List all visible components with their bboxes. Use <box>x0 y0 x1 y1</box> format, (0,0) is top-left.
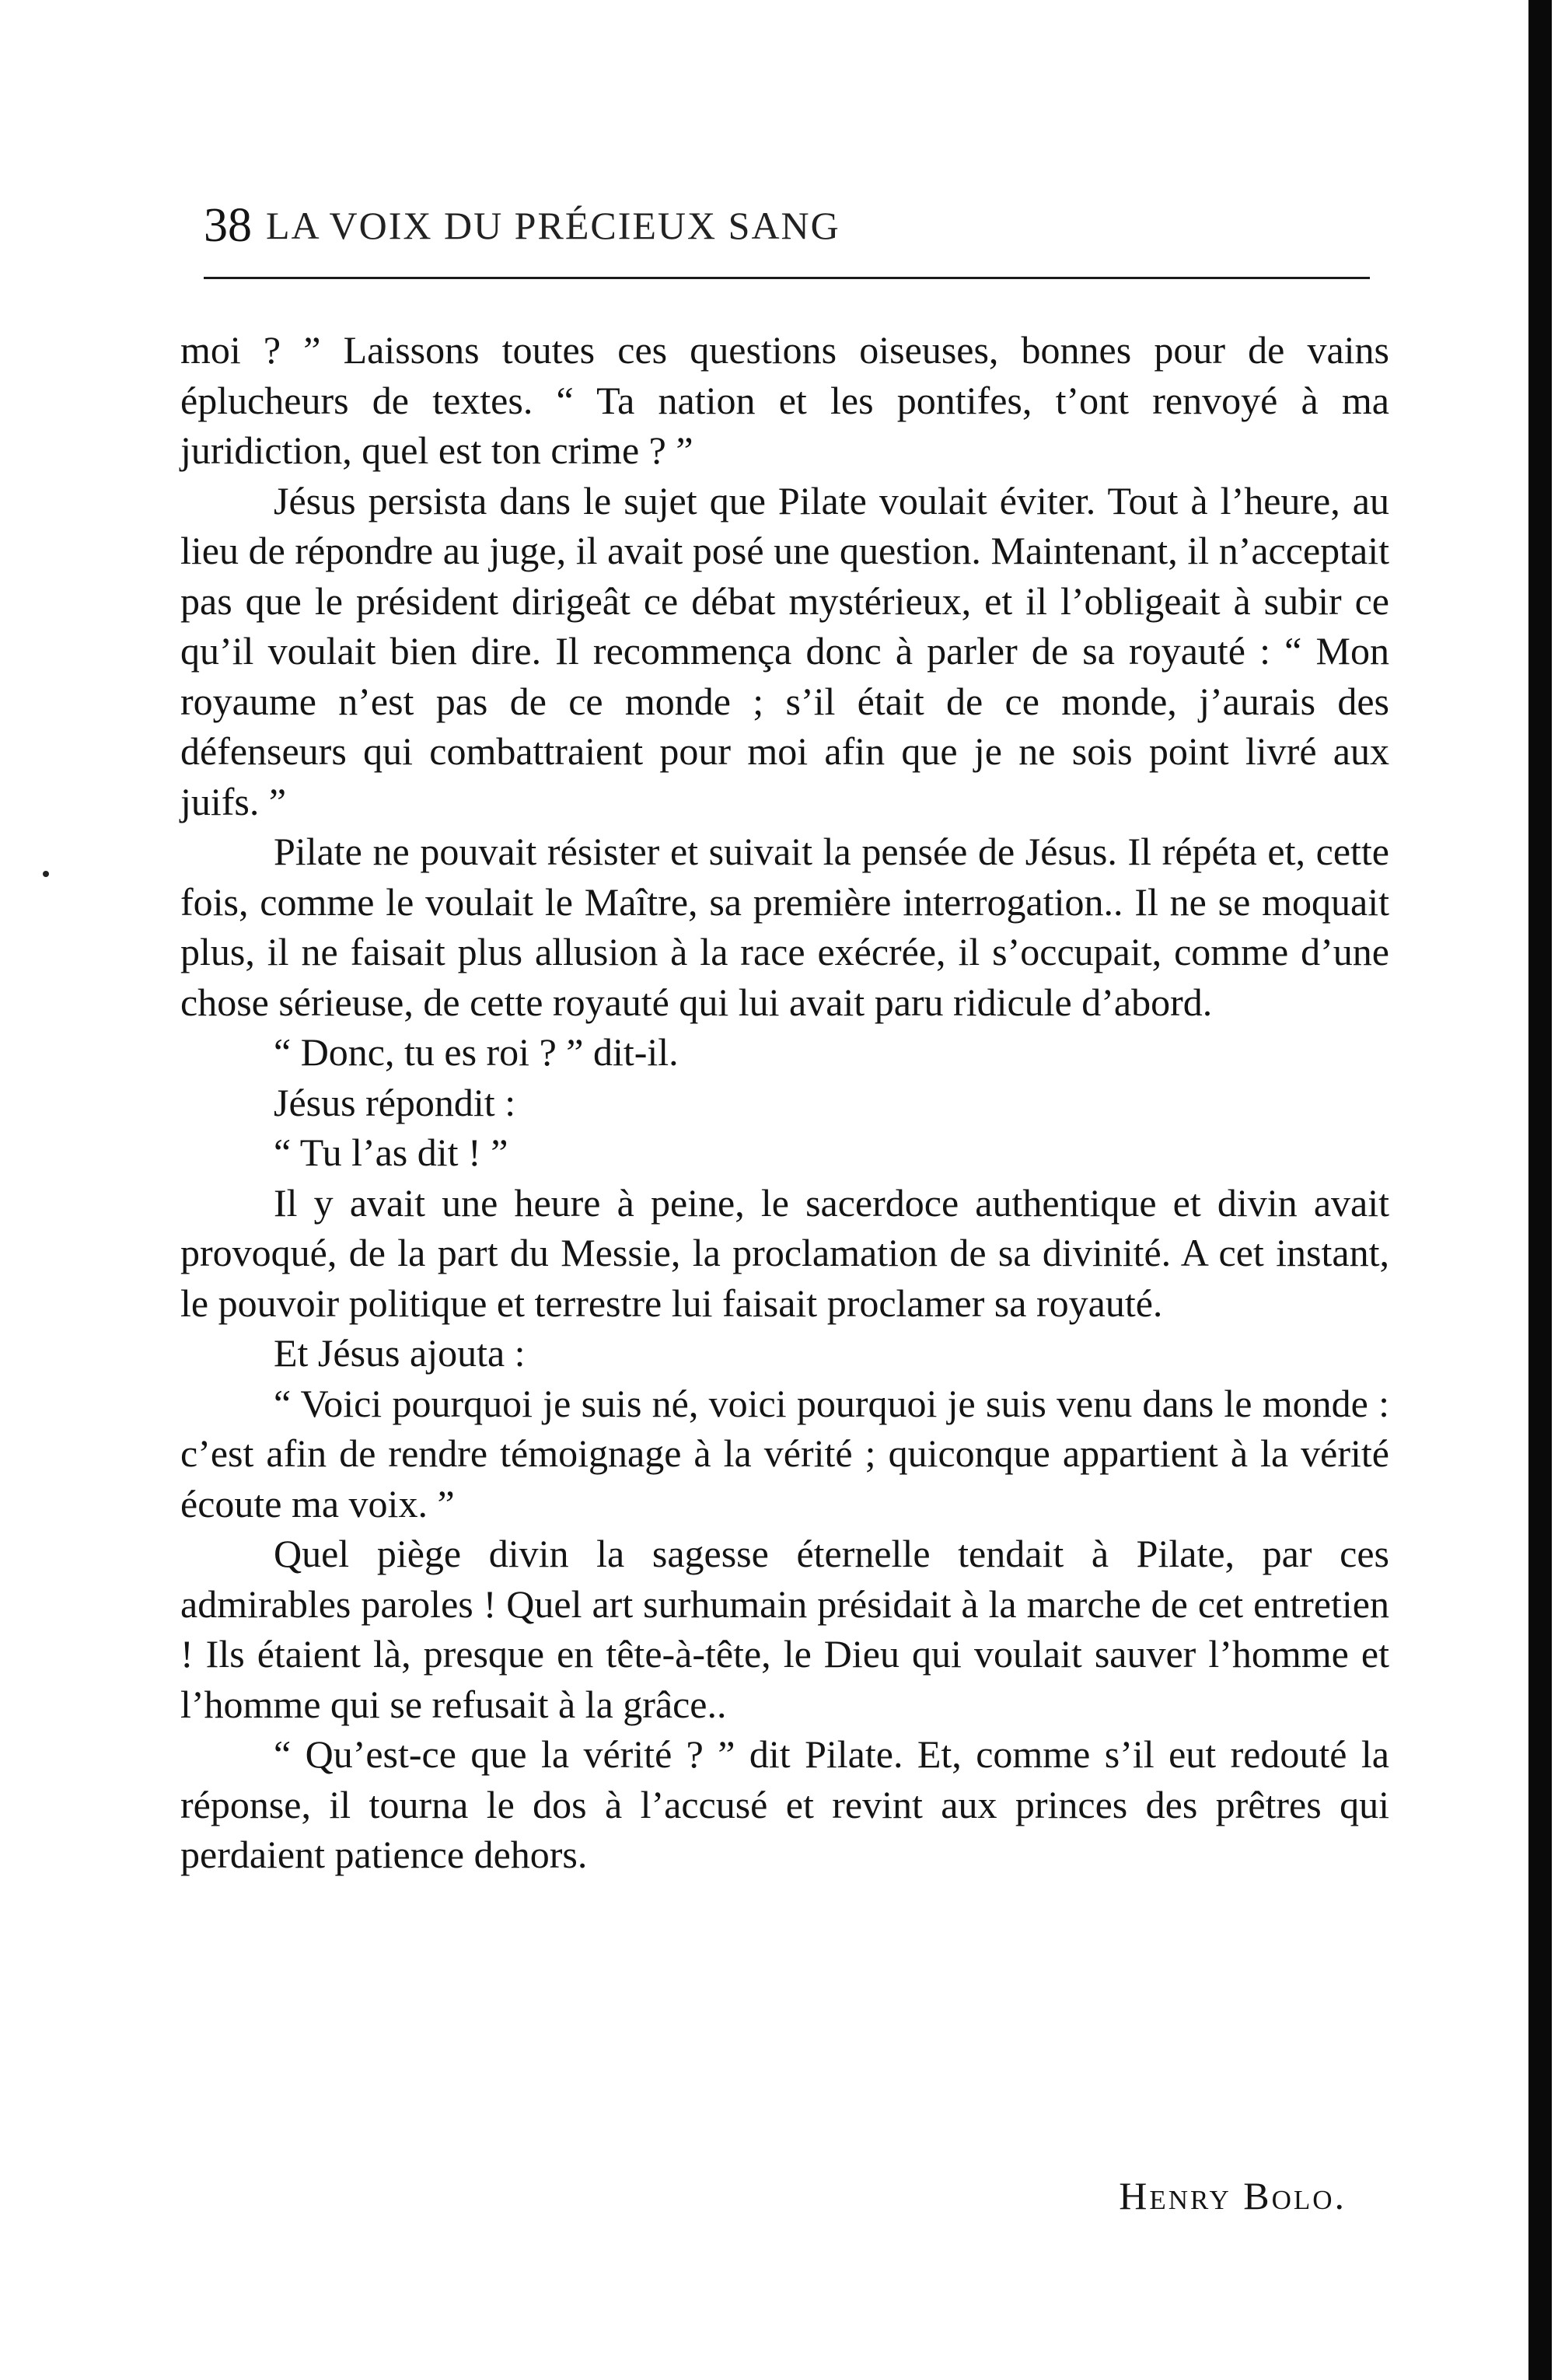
scan-speck <box>43 871 49 877</box>
running-title: LA VOIX DU PRÉCIEUX SANG <box>266 204 840 247</box>
paragraph: Quel piège divin la sagesse éternelle tendait à Pilate, par ces admirables paroles ! Quel art surhumain présidait à la marche de cet entretien ! Ils étaient là, presque en tête-à-tête, le Dieu qui voulait sauver l’homme et l’homme qui se refusait à la grâce.. <box>180 1532 1389 1726</box>
paragraph: “ Tu l’as dit ! ” <box>274 1131 508 1174</box>
paragraph: “ Voici pourquoi je suis né, voici pourquoi je suis venu dans le monde : c’est afin de rendre témoignage à la vérité ; quiconque appartient à la vérité écoute ma voix. ” <box>180 1381 1389 1526</box>
body-text <box>180 325 1389 1880</box>
paragraph: Et Jésus ajouta : <box>274 1331 526 1375</box>
paragraph: “ Donc, tu es roi ? ” dit-il. <box>274 1030 679 1074</box>
paragraph: Jésus persista dans le sujet que Pilate voulait éviter. Tout à l’heure, au lieu de répondre au juge, il avait posé une question. Maintenant, il n’acceptait pas que le président dirigeât ce débat mystérieux, et il l’obligeait à subir ce qu’il voulait bien dire. Il recommença donc à parler de sa royauté : “ Mon royaume n’est pas de ce monde ; s’il était de ce monde, j’aurais des défenseurs qui combattraient pour moi afin que je ne sois point livré aux juifs. ” <box>180 478 1389 823</box>
header-rule <box>204 277 1370 279</box>
paragraph: Il y avait une heure à peine, le sacerdoce authentique et divin avait provoqué, de la part du Messie, la proclamation de sa divinité. A cet instant, le pouvoir politique et terrestre lui faisait proclamer sa royauté. <box>180 1180 1389 1325</box>
paragraph: Pilate ne pouvait résister et suivait la pensée de Jésus. Il répéta et, cette fois, comme le voulait le Maître, sa première interrogation.. Il ne se moquait plus, il ne faisait plus allusion à la race exécrée, il s’occupait, comme d’une chose sérieuse, de cette royauté qui lui avait paru ridicule d’abord. <box>180 830 1389 1024</box>
page-number: 38 <box>204 199 252 252</box>
scan-edge-bar <box>1528 0 1552 2380</box>
paragraph: Jésus répondit : <box>274 1080 516 1124</box>
paragraph: moi ? ” Laissons toutes ces questions oiseuses, bonnes pour de vains éplucheurs de textes. “ Ta nation et les pontifes, t’ont renvoyé à ma juridiction, quel est ton crime ? ” <box>180 328 1389 472</box>
page-header <box>204 194 1370 257</box>
author-signature: Henry Bolo. <box>1119 2174 1347 2217</box>
paragraph: “ Qu’est-ce que la vérité ? ” dit Pilate. Et, comme s’il eut redouté la réponse, il tourna le dos à l’accusé et revint aux princes des prêtres qui perdaient patience dehors. <box>180 1732 1389 1876</box>
